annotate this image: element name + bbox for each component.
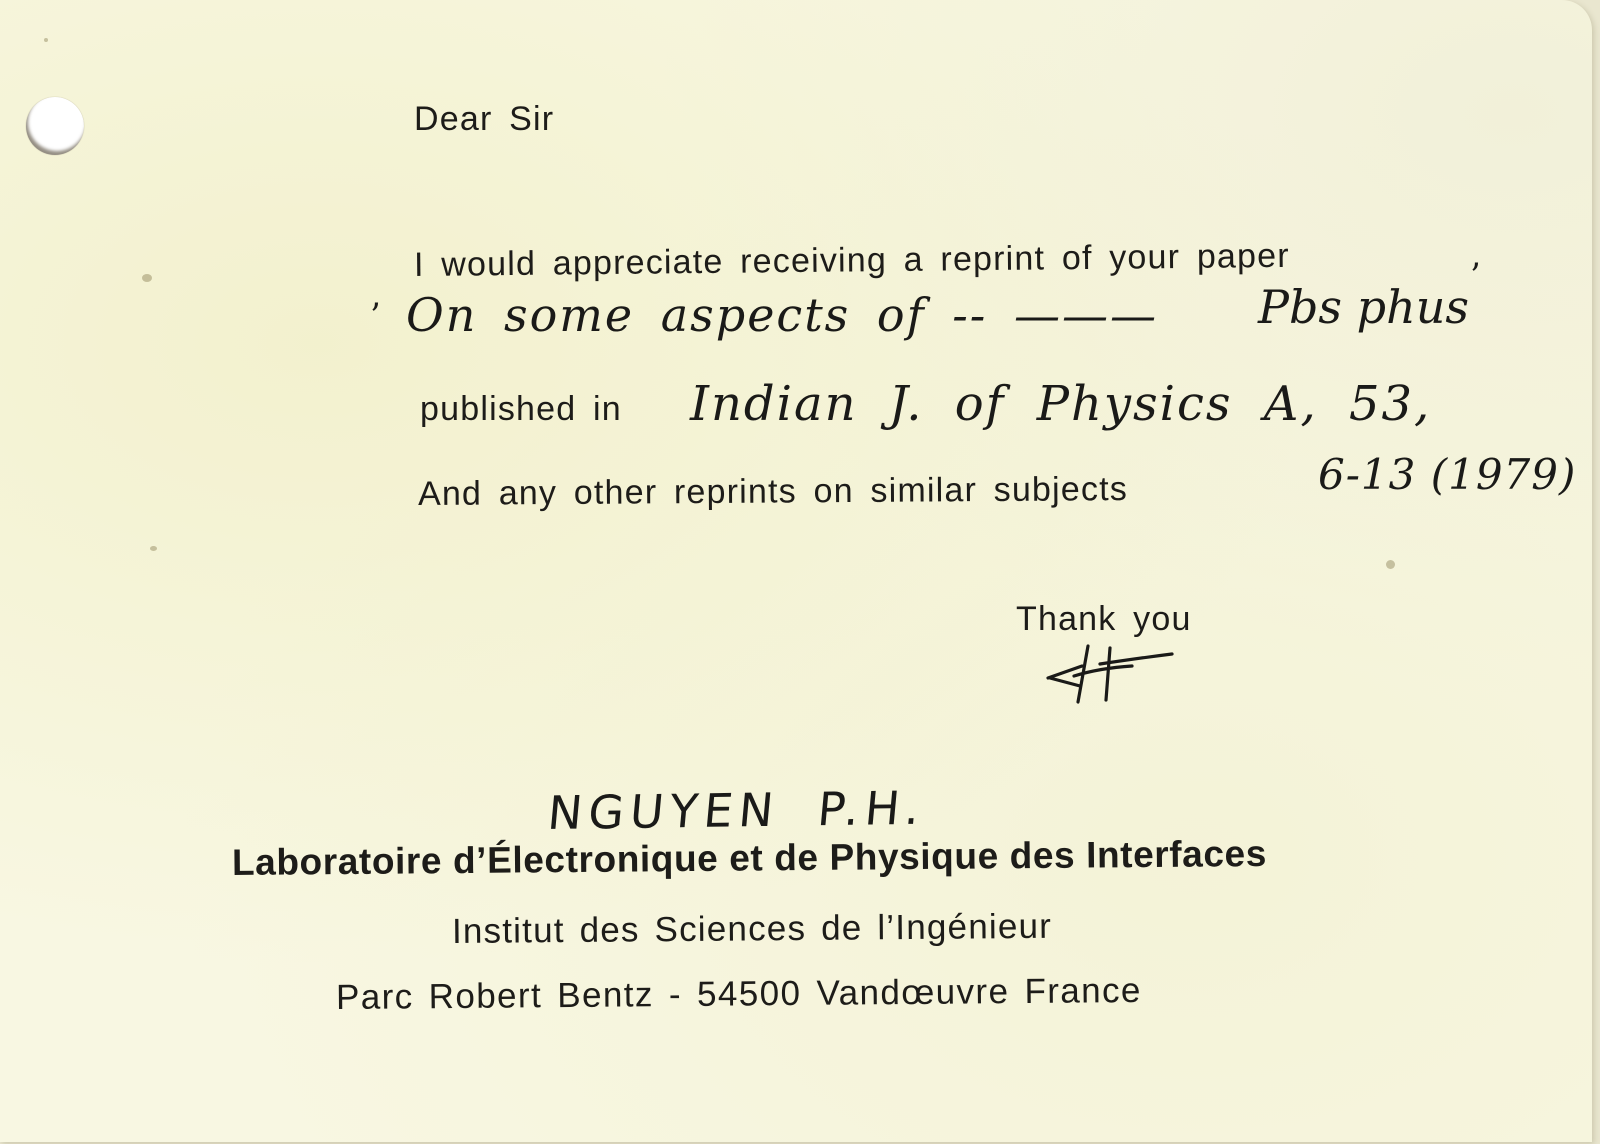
closing-thank-you: Thank you [1016,600,1192,638]
paper-speck [44,38,48,42]
handwritten-author-name: NGUYEN P.H. [545,780,928,841]
salutation: Dear Sir [414,100,555,138]
signature [1040,636,1190,706]
handwritten-journal: Indian J. of Physics A, 53, [690,376,1432,432]
other-reprints-line: And any other reprints on similar subjects [417,470,1129,513]
laboratory-name: Laboratoire d’Électronique et de Physique des Interfaces [231,832,1268,883]
paper-speck [150,546,157,551]
paper-speck [142,274,152,282]
postal-address: Parc Robert Bentz - 54500 Vandœuvre France [335,970,1142,1017]
handwritten-paper-title-end: Pbs phus [1258,280,1469,334]
paper-speck [1386,560,1395,569]
published-in-label: published in [420,390,622,428]
institute-name: Institut des Sciences de l’Ingénieur [451,906,1053,951]
handwritten-paper-title: On some aspects of -- ——— [406,288,1158,342]
punch-hole [26,97,84,155]
request-line: I would appreciate receiving a reprint of your paper [413,236,1290,284]
closing-quote-mark: ’ [1470,256,1481,296]
opening-quote-mark: ’ [370,296,381,336]
handwritten-pages-year: 6-13 (1979) [1318,450,1577,499]
